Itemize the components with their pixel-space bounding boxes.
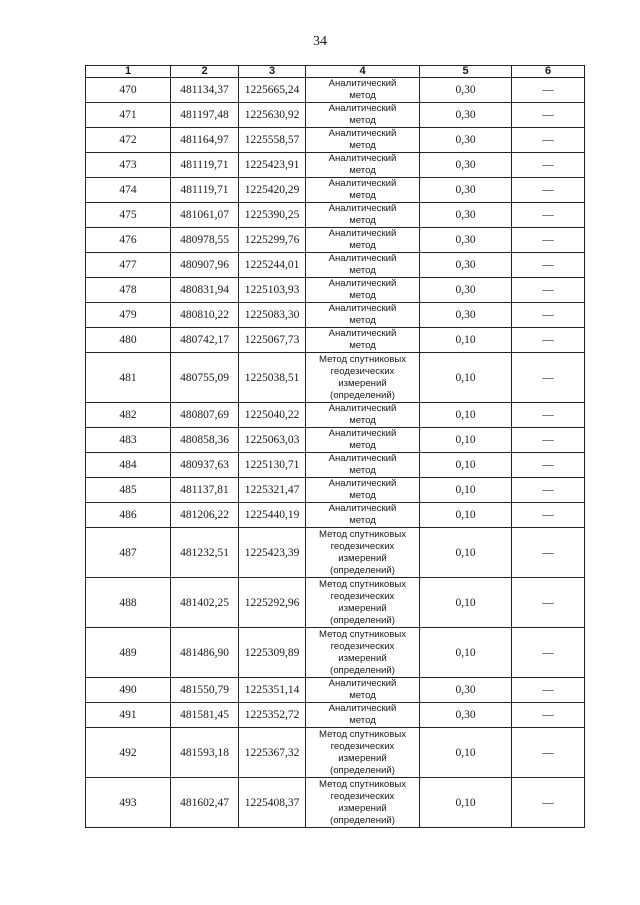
- column-header-1: 1: [86, 66, 171, 78]
- method-line: Аналитический: [328, 328, 397, 339]
- column-header-3: 3: [239, 66, 306, 78]
- x-coordinate-cell: 481061,07: [171, 203, 239, 228]
- y-coordinate-cell: 1225038,51: [239, 353, 306, 403]
- method-line: метод: [349, 315, 376, 326]
- method-line: метод: [349, 165, 376, 176]
- table-row: [86, 153, 585, 178]
- accuracy-cell: 0,30: [420, 303, 512, 328]
- method-line: Аналитический: [328, 278, 397, 289]
- y-coordinate-cell: 1225440,19: [239, 503, 306, 528]
- accuracy-cell: 0,10: [420, 428, 512, 453]
- y-coordinate-cell: 1225352,72: [239, 703, 306, 728]
- y-coordinate-cell: 1225390,25: [239, 203, 306, 228]
- x-coordinate-cell: 480907,96: [171, 253, 239, 278]
- method-line: (определений): [330, 814, 395, 826]
- method-cell: [306, 328, 420, 353]
- note-cell: —: [512, 303, 585, 328]
- point-number-cell: 482: [86, 403, 171, 428]
- method-cell: [306, 128, 420, 153]
- method-line: Аналитический: [328, 103, 397, 114]
- method-cell: [306, 503, 420, 528]
- method-cell: [306, 703, 420, 728]
- method-cell: [306, 203, 420, 228]
- method-cell: [306, 453, 420, 478]
- y-coordinate-cell: 1225063,03: [239, 428, 306, 453]
- note-cell: —: [512, 103, 585, 128]
- accuracy-cell: 0,30: [420, 78, 512, 103]
- table-row: [86, 678, 585, 703]
- method-line: Аналитический: [328, 403, 397, 414]
- x-coordinate-cell: 481137,81: [171, 478, 239, 503]
- table-row: [86, 478, 585, 503]
- table-row: [86, 503, 585, 528]
- y-coordinate-cell: 1225130,71: [239, 453, 306, 478]
- method-line: Аналитический: [328, 428, 397, 439]
- accuracy-cell: 0,30: [420, 678, 512, 703]
- method-line: (определений): [330, 764, 395, 776]
- method-line: (определений): [330, 389, 395, 401]
- x-coordinate-cell: 480807,69: [171, 403, 239, 428]
- method-line: Метод спутниковых: [318, 528, 407, 540]
- note-cell: —: [512, 453, 585, 478]
- point-number-cell: 470: [86, 78, 171, 103]
- note-cell: —: [512, 203, 585, 228]
- y-coordinate-cell: 1225244,01: [239, 253, 306, 278]
- y-coordinate-cell: 1225103,93: [239, 278, 306, 303]
- coordinates-table: [85, 65, 585, 828]
- table-row: [86, 703, 585, 728]
- y-coordinate-cell: 1225351,14: [239, 678, 306, 703]
- note-cell: —: [512, 628, 585, 678]
- method-cell: [306, 478, 420, 503]
- point-number-cell: 473: [86, 153, 171, 178]
- method-line: метод: [349, 240, 376, 251]
- note-cell: —: [512, 153, 585, 178]
- method-cell: [306, 628, 420, 678]
- point-number-cell: 490: [86, 678, 171, 703]
- point-number-cell: 481: [86, 353, 171, 403]
- x-coordinate-cell: 481402,25: [171, 578, 239, 628]
- point-number-cell: 486: [86, 503, 171, 528]
- x-coordinate-cell: 480858,36: [171, 428, 239, 453]
- y-coordinate-cell: 1225292,96: [239, 578, 306, 628]
- x-coordinate-cell: 481134,37: [171, 78, 239, 103]
- method-line: (определений): [330, 664, 395, 676]
- table-body: [86, 78, 585, 828]
- accuracy-cell: 0,30: [420, 128, 512, 153]
- note-cell: —: [512, 78, 585, 103]
- y-coordinate-cell: 1225367,32: [239, 728, 306, 778]
- method-cell: [306, 253, 420, 278]
- method-cell: [306, 678, 420, 703]
- method-cell: [306, 728, 420, 778]
- method-line: геодезических: [330, 740, 395, 752]
- table-row: [86, 128, 585, 153]
- point-number-cell: 474: [86, 178, 171, 203]
- table-row: [86, 453, 585, 478]
- accuracy-cell: 0,10: [420, 578, 512, 628]
- note-cell: —: [512, 278, 585, 303]
- accuracy-cell: 0,10: [420, 478, 512, 503]
- table-header-row: [86, 66, 585, 78]
- method-line: Метод спутниковых: [318, 353, 407, 365]
- note-cell: —: [512, 578, 585, 628]
- table-row: [86, 303, 585, 328]
- table-row: [86, 253, 585, 278]
- note-cell: —: [512, 778, 585, 828]
- accuracy-cell: 0,30: [420, 703, 512, 728]
- x-coordinate-cell: 481602,47: [171, 778, 239, 828]
- method-cell: [306, 278, 420, 303]
- point-number-cell: 493: [86, 778, 171, 828]
- column-header-2: 2: [171, 66, 239, 78]
- table-row: [86, 728, 585, 778]
- table-row: [86, 103, 585, 128]
- x-coordinate-cell: 481206,22: [171, 503, 239, 528]
- x-coordinate-cell: 481581,45: [171, 703, 239, 728]
- x-coordinate-cell: 481232,51: [171, 528, 239, 578]
- method-cell: [306, 303, 420, 328]
- method-line: Аналитический: [328, 178, 397, 189]
- note-cell: —: [512, 128, 585, 153]
- method-line: метод: [349, 115, 376, 126]
- point-number-cell: 480: [86, 328, 171, 353]
- note-cell: —: [512, 428, 585, 453]
- method-line: Аналитический: [328, 703, 397, 714]
- method-line: Аналитический: [328, 303, 397, 314]
- method-line: геодезических: [330, 365, 395, 377]
- column-header-6: 6: [512, 66, 585, 78]
- accuracy-cell: 0,10: [420, 403, 512, 428]
- method-line: метод: [349, 465, 376, 476]
- accuracy-cell: 0,30: [420, 228, 512, 253]
- note-cell: —: [512, 178, 585, 203]
- method-line: Аналитический: [328, 478, 397, 489]
- method-line: метод: [349, 90, 376, 101]
- table-row: [86, 578, 585, 628]
- column-header-4: 4: [306, 66, 420, 78]
- point-number-cell: 479: [86, 303, 171, 328]
- note-cell: —: [512, 403, 585, 428]
- x-coordinate-cell: 480755,09: [171, 353, 239, 403]
- table-row: [86, 628, 585, 678]
- accuracy-cell: 0,30: [420, 103, 512, 128]
- point-number-cell: 491: [86, 703, 171, 728]
- method-line: метод: [349, 415, 376, 426]
- point-number-cell: 483: [86, 428, 171, 453]
- method-line: метод: [349, 690, 376, 701]
- method-cell: [306, 353, 420, 403]
- point-number-cell: 484: [86, 453, 171, 478]
- x-coordinate-cell: 480937,63: [171, 453, 239, 478]
- method-line: метод: [349, 515, 376, 526]
- method-line: Аналитический: [328, 128, 397, 139]
- y-coordinate-cell: 1225083,30: [239, 303, 306, 328]
- method-line: измерений: [338, 802, 387, 814]
- method-line: метод: [349, 140, 376, 151]
- point-number-cell: 478: [86, 278, 171, 303]
- x-coordinate-cell: 481197,48: [171, 103, 239, 128]
- accuracy-cell: 0,30: [420, 278, 512, 303]
- point-number-cell: 488: [86, 578, 171, 628]
- point-number-cell: 471: [86, 103, 171, 128]
- table-row: [86, 78, 585, 103]
- y-coordinate-cell: 1225299,76: [239, 228, 306, 253]
- accuracy-cell: 0,10: [420, 528, 512, 578]
- accuracy-cell: 0,10: [420, 353, 512, 403]
- method-line: Метод спутниковых: [318, 628, 407, 640]
- accuracy-cell: 0,30: [420, 153, 512, 178]
- method-cell: [306, 578, 420, 628]
- point-number-cell: 485: [86, 478, 171, 503]
- note-cell: —: [512, 228, 585, 253]
- y-coordinate-cell: 1225423,39: [239, 528, 306, 578]
- point-number-cell: 472: [86, 128, 171, 153]
- method-line: геодезических: [330, 790, 395, 802]
- method-line: Аналитический: [328, 153, 397, 164]
- column-header-5: 5: [420, 66, 512, 78]
- x-coordinate-cell: 480831,94: [171, 278, 239, 303]
- method-cell: [306, 778, 420, 828]
- accuracy-cell: 0,10: [420, 453, 512, 478]
- accuracy-cell: 0,10: [420, 328, 512, 353]
- y-coordinate-cell: 1225040,22: [239, 403, 306, 428]
- method-line: Аналитический: [328, 78, 397, 89]
- method-cell: [306, 78, 420, 103]
- accuracy-cell: 0,10: [420, 778, 512, 828]
- method-line: (определений): [330, 564, 395, 576]
- accuracy-cell: 0,30: [420, 178, 512, 203]
- accuracy-cell: 0,10: [420, 628, 512, 678]
- note-cell: —: [512, 703, 585, 728]
- method-line: Аналитический: [328, 203, 397, 214]
- page-number: 34: [313, 34, 327, 49]
- method-cell: [306, 178, 420, 203]
- x-coordinate-cell: 481119,71: [171, 153, 239, 178]
- method-line: Аналитический: [328, 228, 397, 239]
- table-row: [86, 528, 585, 578]
- method-cell: [306, 428, 420, 453]
- y-coordinate-cell: 1225665,24: [239, 78, 306, 103]
- method-line: метод: [349, 265, 376, 276]
- method-line: измерений: [338, 377, 387, 389]
- method-line: Аналитический: [328, 453, 397, 464]
- method-line: Метод спутниковых: [318, 578, 407, 590]
- method-line: метод: [349, 190, 376, 201]
- note-cell: —: [512, 328, 585, 353]
- x-coordinate-cell: 481486,90: [171, 628, 239, 678]
- accuracy-cell: 0,30: [420, 203, 512, 228]
- note-cell: —: [512, 503, 585, 528]
- method-cell: [306, 528, 420, 578]
- x-coordinate-cell: 481550,79: [171, 678, 239, 703]
- method-cell: [306, 228, 420, 253]
- method-line: метод: [349, 290, 376, 301]
- table-row: [86, 403, 585, 428]
- method-line: Аналитический: [328, 253, 397, 264]
- point-number-cell: 492: [86, 728, 171, 778]
- x-coordinate-cell: 480978,55: [171, 228, 239, 253]
- table-row: [86, 203, 585, 228]
- method-line: метод: [349, 215, 376, 226]
- method-line: геодезических: [330, 540, 395, 552]
- point-number-cell: 489: [86, 628, 171, 678]
- point-number-cell: 476: [86, 228, 171, 253]
- y-coordinate-cell: 1225423,91: [239, 153, 306, 178]
- method-line: измерений: [338, 752, 387, 764]
- x-coordinate-cell: 481593,18: [171, 728, 239, 778]
- table-row: [86, 278, 585, 303]
- y-coordinate-cell: 1225558,57: [239, 128, 306, 153]
- y-coordinate-cell: 1225420,29: [239, 178, 306, 203]
- accuracy-cell: 0,10: [420, 503, 512, 528]
- method-line: геодезических: [330, 640, 395, 652]
- y-coordinate-cell: 1225408,37: [239, 778, 306, 828]
- note-cell: —: [512, 253, 585, 278]
- table-row: [86, 428, 585, 453]
- method-line: (определений): [330, 614, 395, 626]
- method-line: метод: [349, 440, 376, 451]
- method-line: измерений: [338, 602, 387, 614]
- table-row: [86, 328, 585, 353]
- method-line: измерений: [338, 652, 387, 664]
- method-line: Аналитический: [328, 678, 397, 689]
- method-line: Метод спутниковых: [318, 728, 407, 740]
- y-coordinate-cell: 1225067,73: [239, 328, 306, 353]
- x-coordinate-cell: 480742,17: [171, 328, 239, 353]
- note-cell: —: [512, 353, 585, 403]
- method-line: измерений: [338, 552, 387, 564]
- y-coordinate-cell: 1225630,92: [239, 103, 306, 128]
- point-number-cell: 487: [86, 528, 171, 578]
- method-line: метод: [349, 715, 376, 726]
- table-row: [86, 178, 585, 203]
- table-row: [86, 353, 585, 403]
- point-number-cell: 475: [86, 203, 171, 228]
- method-cell: [306, 103, 420, 128]
- note-cell: —: [512, 528, 585, 578]
- method-line: метод: [349, 340, 376, 351]
- note-cell: —: [512, 478, 585, 503]
- x-coordinate-cell: 480810,22: [171, 303, 239, 328]
- table-row: [86, 778, 585, 828]
- accuracy-cell: 0,30: [420, 253, 512, 278]
- method-line: геодезических: [330, 590, 395, 602]
- accuracy-cell: 0,10: [420, 728, 512, 778]
- x-coordinate-cell: 481164,97: [171, 128, 239, 153]
- note-cell: —: [512, 678, 585, 703]
- method-cell: [306, 153, 420, 178]
- method-line: Метод спутниковых: [318, 778, 407, 790]
- method-cell: [306, 403, 420, 428]
- point-number-cell: 477: [86, 253, 171, 278]
- note-cell: —: [512, 728, 585, 778]
- y-coordinate-cell: 1225309,89: [239, 628, 306, 678]
- table-row: [86, 228, 585, 253]
- method-line: Аналитический: [328, 503, 397, 514]
- x-coordinate-cell: 481119,71: [171, 178, 239, 203]
- method-line: метод: [349, 490, 376, 501]
- y-coordinate-cell: 1225321,47: [239, 478, 306, 503]
